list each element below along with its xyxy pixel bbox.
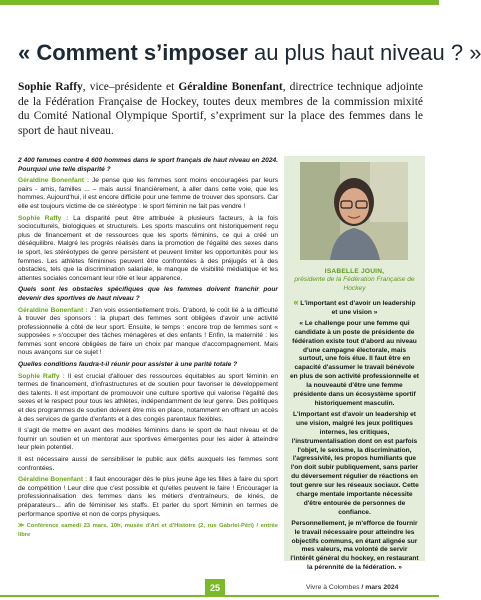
sidebar-quote [290,298,419,573]
answer-paragraph [18,476,278,519]
quote-paragraph: Personnellement, je m'efforce de fournir le travail nécessaire pour atteindre les objectifs communs, en étant alignée sur mes valeurs, ma volonté de servir l'intérêt général du hockey, en restaurant la pérennité de la fédération. » [290,519,419,572]
answer-paragraph [18,456,278,473]
portrait-photo [300,162,408,260]
quote-title [290,298,419,318]
note-text: Conférence samedi 23 mars, 10h, musée d'Art et d'Histoire (2, rue Gabriel-Péri) / entrée libre [18,523,278,538]
article-title [18,40,481,66]
magazine-credit [306,584,398,591]
quote-paragraph: « Le challenge pour une femme qui candidate à un poste de présidente de fédération existe tout d'abord au niveau d'une campagne électorale, mais surtout, une fois élue. Il faut être en capacité d'assumer le travail bénévole en plus de son activité professionnelle et la nouveauté d'être une femme présidente dans un écosystème sportif historiquement masculin. [290,319,419,407]
answer-text: Il est nécessaire aussi de sensibiliser le public aux défis auxquels les femmes sont confrontées. [18,456,278,472]
title-bold: « Comment s’imposer [18,40,248,65]
footer-rule-left [0,595,205,597]
answer-paragraph [18,307,278,359]
sidebar-interview [284,156,425,572]
intro-name-1: Sophie Raffy [18,81,83,93]
interviewee-caption [288,268,421,293]
interviewee-role: présidente de la Fédération Française de Hockey [294,276,415,292]
interviewee-name: ISABELLE JOUIN, [324,268,385,275]
answer-text: Je pense que les femmes sont moins encouragées par leurs pairs - amis, familles ... – mais aussi financièrement, à aller dans cette voie, que les hommes. Aujourd'hui, il est encore difficile pour une femme de trouver des sponsors. Car elle est toujours victime de ce stéréotype : le sport féminin ne fait pas vendre ! [18,177,278,210]
answer-text: La disparité peut être attribuée à plusieurs facteurs, à la fois socioculturels, biologiques et structurels. Les sports masculins ont historiquement reçu plus de financement et de ressources que les sports féminins, ce qui a créé un déséquilibre. Malgré les progrès réalisés dans la promotion de l'égalité des sexes dans le sport, les stéréotypes de genre persistent et peuvent limiter les opportunités pour les femmes. Les athlètes féminines peuvent être confrontées à des préjugés et à des obstacles, tels que la discrimination salariale, le manque de visibilité médiatique et les attentes sociales concernant leur rôle et leur apparence. [18,214,278,282]
answer-paragraph [18,373,278,425]
question-3: Quelles conditions faudra-t-il réunir pour assister à une parité totale ? [18,361,238,369]
speaker-label: Sophie Raffy : [18,214,69,222]
article-intro [18,80,423,138]
answer-text: Il est crucial d'allouer des ressources équitables au sport féminin en termes de financement, d'infrastructures et de soutien pour favoriser le développement des talents. Il est important de promouvoir une culture sportive qui valorise l'égalité des sexes et le respect pour tous les athlètes, indépendamment de leur genre. Des politiques et des programmes de soutien doivent être mis en place, notamment en offrant un accès à des services de garde d'enfants et à des congés parentaux flexibles. [18,372,278,423]
magazine-name: Vivre à Colombes [306,584,360,591]
footer-rule-right [225,595,439,597]
article-body [18,157,278,542]
top-accent-bar [0,0,439,5]
answer-text: Il s'agit de mettre en avant des modèles féminins dans le sport de haut niveau et de fournir un soutien et un mentorat aux sportives émergentes pour les aider à atteindre leur plein potentiel. [18,427,278,452]
title-rest: au plus haut niveau ? » [247,40,481,65]
answer-paragraph [18,177,278,211]
answer-text: J'en vois essentiellement trois. D'abord, le coût lié à la difficulté à trouver des sponsors : la plupart des femmes sont obligées d'avoir une activité professionnelle à côté de leur sport. Ensuite, le temps : encore trop de femmes sont « supposées » s'occuper des tâches ménagères et des enfants ! Enfin, la maternité : les femmes sont encore obligées de faire un choix par manque d'accompagnement. Mais nous avançons sur ce sujet ! [18,306,278,357]
speaker-label: Géraldine Bonenfant : [18,177,90,185]
note-arrow-icon: ≫ [18,523,27,530]
intro-name-2: Géraldine Bonenfant [178,81,283,93]
portrait-illustration [300,162,408,260]
intro-text-2: , directrice technique adjointe de la Fédération Française de Hockey, toutes deux membres de la commission mixité du Comité National Olympique Sportif, s’expriment sur la place des femmes dans le sport de haut niveau. [18,81,423,137]
quote-paragraph: L'important est d'avoir un leadership et une vision, malgré les jeux politiques internes, les critiques, l'instrumentalisation dont on est parfois l'objet, le sexisme, la discrimination, l'agressivité, les propos humiliants que l'on doit subir publiquement, sans parler du déversement régulier de réactions en tout genre sur les réseaux sociaux. Cette charge mentale importante nécessite d'être entourée de personnes de confiance. [290,410,419,516]
speaker-label: Géraldine Bonenfant : [18,476,88,484]
answer-paragraph [18,215,278,284]
speaker-label: Géraldine Bonenfant : [18,306,88,314]
question-2: Quels sont les obstacles spécifiques que les femmes doivent franchir pour devenir des sportives de haut niveau ? [18,286,278,302]
quote-title-text: L'important est d'avoir un leadership et une vision » [298,300,416,316]
magazine-issue: / mars 2024 [359,584,399,591]
page-number: 25 [205,579,225,597]
question-1: 2 400 femmes contre 4 600 hommes dans le sport français de haut niveau en 2024. Pourquoi une telle disparité ? [18,157,278,173]
answer-paragraph [18,427,278,453]
intro-text-1: , vice–présidente et [82,81,179,93]
page-footer [0,566,439,600]
conference-note [18,522,278,539]
answer-text: Il faut encourager dès le plus jeune âge les filles à faire du sport de compétition ! Leur dire que c'est possible et qu'elles peuvent le faire ! Encourager la professionnalisation des femmes dans les métiers d'entraîneurs, de kinés, de préparateurs... afin de féminiser les staffs. Et parler du sport féminin en termes de performance sportive et non de corps physiques. [18,476,278,518]
quote-mark: « [293,297,299,307]
speaker-label: Sophie Raffy : [18,372,65,380]
